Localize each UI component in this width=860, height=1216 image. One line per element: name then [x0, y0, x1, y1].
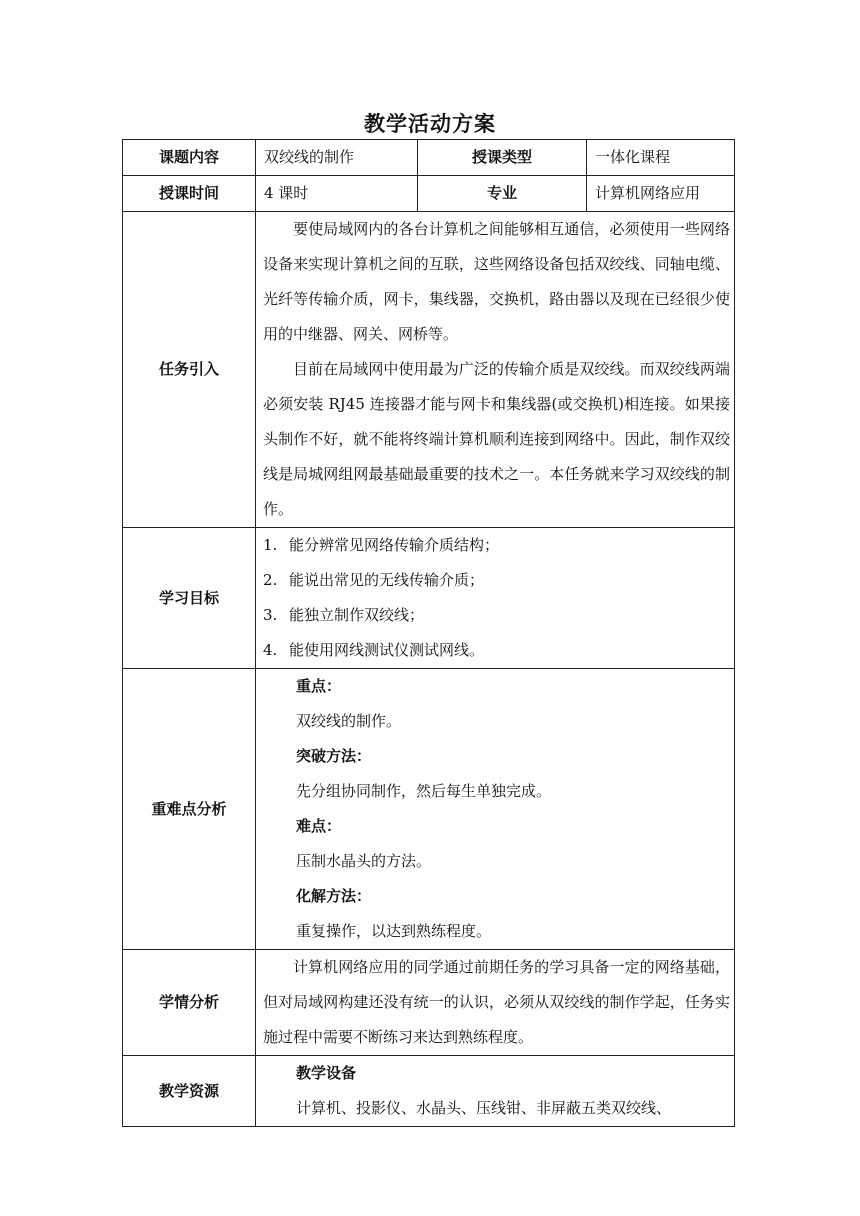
objective-item: 2. 能说出常见的无线传输介质；: [263, 571, 485, 589]
major-value: 计算机网络应用: [587, 176, 735, 212]
task-intro-paragraph: 要使局域网内的各台计算机之间能够相互通信，必须使用一些网络设备来实现计算机之间的互联，这些网络设备包括双绞线、同轴电缆、光纤等传输介质，网卡，集线器，交换机，路由器以及现在已经很少使用的中继器、网关、网桥等。: [263, 220, 730, 343]
objectives-row: [123, 528, 735, 669]
time-row: [123, 176, 735, 212]
objectives-label: 学习目标: [123, 528, 256, 669]
major-label: 专业: [418, 176, 587, 212]
resources-content: [256, 1056, 735, 1127]
key-points-label: 重难点分析: [123, 669, 256, 950]
key-points-content: [256, 669, 735, 950]
difficulty-method-heading: 化解方法：: [296, 887, 372, 905]
learner-analysis-text: 计算机网络应用的同学通过前期任务的学习具备一定的网络基础，但对局域网构建还没有统一的认识，必须从双绞线的制作学起，任务实施过程中需要不断练习来达到熟练程度。: [263, 958, 730, 1046]
difficulty-method-text: 重复操作，以达到熟练程度。: [296, 922, 492, 940]
key-method-heading: 突破方法：: [296, 747, 372, 765]
topic-row: [123, 140, 735, 176]
objective-item: 3. 能独立制作双绞线；: [263, 606, 425, 624]
lesson-time-label: 授课时间: [123, 176, 256, 212]
document-title: 教学活动方案: [364, 112, 496, 136]
key-point-heading: 重点：: [296, 677, 342, 695]
task-intro-label: 任务引入: [123, 212, 256, 528]
objective-item: 4. 能使用网线测试仪测试网线。: [263, 641, 485, 659]
lesson-type-label: 授课类型: [418, 140, 587, 176]
learner-analysis-label: 学情分析: [123, 950, 256, 1056]
objectives-list: [256, 528, 735, 669]
resources-row: [123, 1056, 735, 1127]
learner-analysis-content: [256, 950, 735, 1056]
resources-text: 计算机、投影仪、水晶头、压线钳、非屏蔽五类双绞线、: [296, 1099, 672, 1117]
topic-value: 双绞线的制作: [256, 140, 418, 176]
lesson-time-value: 4 课时: [256, 176, 418, 212]
task-intro-row: [123, 212, 735, 528]
difficulty-text: 压制水晶头的方法。: [296, 852, 432, 870]
lesson-plan-table: [122, 139, 735, 1127]
key-point-text: 双绞线的制作。: [296, 712, 402, 730]
difficulty-heading: 难点：: [296, 817, 342, 835]
task-intro-content: [256, 212, 735, 528]
resources-heading: 教学设备: [296, 1064, 357, 1082]
task-intro-paragraph: 目前在局域网中使用最为广泛的传输介质是双绞线。而双绞线两端必须安装 RJ45 连接器才能与网卡和集线器(或交换机)相连接。如果接头制作不好，就不能将终端计算机顺利连接到网络中。因此，制作双绞线是局城网组网最基础最重要的技术之一。本任务就来学习双绞线的制作。: [263, 360, 730, 518]
lesson-type-value: 一体化课程: [587, 140, 735, 176]
objective-item: 1. 能分辨常见网络传输介质结构；: [263, 536, 500, 554]
key-method-text: 先分组协同制作，然后每生单独完成。: [296, 782, 552, 800]
learner-analysis-row: [123, 950, 735, 1056]
resources-label: 教学资源: [123, 1056, 256, 1127]
key-points-row: [123, 669, 735, 950]
topic-label: 课题内容: [123, 140, 256, 176]
